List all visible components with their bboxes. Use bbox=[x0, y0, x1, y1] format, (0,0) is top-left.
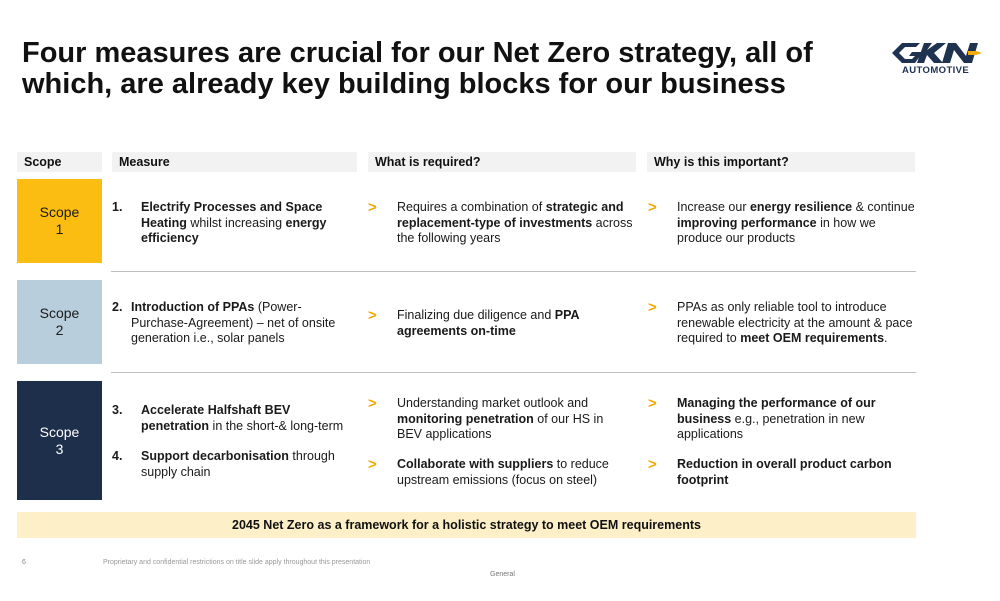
important-1-text: Increase our energy resilience & continue improving performance in how we produce our products bbox=[677, 200, 915, 245]
required-2-text: Finalizing due diligence and PPA agreements on-time bbox=[397, 308, 580, 338]
measure-3-text: Accelerate Halfshaft BEV penetration in the short-& long-term bbox=[141, 403, 344, 433]
arrow-icon: > bbox=[368, 307, 377, 324]
measure-4-text: Support decarbonisation through supply chain bbox=[141, 449, 335, 479]
page-title: Four measures are crucial for our Net Zero strategy, all of which, are already key building blocks for our business bbox=[22, 37, 813, 100]
measure-4-number: 4. bbox=[112, 449, 123, 463]
logo-text: AUTOMOTIVE bbox=[902, 65, 970, 76]
header-required: What is required? bbox=[368, 152, 636, 172]
required-4-text: Collaborate with suppliers to reduce upstream emissions (focus on steel) bbox=[397, 457, 609, 487]
arrow-icon: > bbox=[648, 456, 657, 473]
page-number: 6 bbox=[22, 559, 26, 566]
required-1-text: Requires a combination of strategic and replacement-type of investments across the following years bbox=[397, 200, 633, 245]
header-scope: Scope bbox=[17, 152, 102, 172]
scope-2-number: 2 bbox=[55, 322, 64, 338]
confidentiality-note: Proprietary and confidential restrictions on title slide apply throughout this presentation bbox=[103, 559, 371, 566]
header-measure: Measure bbox=[112, 152, 357, 172]
scope-1-box bbox=[17, 179, 102, 263]
row-divider bbox=[111, 271, 916, 272]
company-logo bbox=[888, 42, 984, 78]
scope-1-label: Scope bbox=[39, 204, 80, 220]
scope-2-label: Scope bbox=[39, 305, 80, 321]
measure-1-text: Electrify Processes and Space Heating whilst increasing energy efficiency bbox=[141, 200, 327, 245]
important-3-text: Managing the performance of our business e.g., penetration in new applications bbox=[677, 396, 876, 441]
summary-banner: 2045 Net Zero as a framework for a holistic strategy to meet OEM requirements bbox=[17, 512, 916, 538]
important-4-text: Reduction in overall product carbon footprint bbox=[677, 457, 892, 487]
header-important: Why is this important? bbox=[647, 152, 915, 172]
arrow-icon: > bbox=[648, 395, 657, 412]
classification-label: General bbox=[490, 571, 515, 578]
arrow-icon: > bbox=[368, 395, 377, 412]
important-2-text: PPAs as only reliable tool to introduce renewable electricity at the amount & pace required to meet OEM requirements. bbox=[677, 300, 913, 345]
scope-2-box bbox=[17, 280, 102, 364]
gkn-logo-icon bbox=[890, 42, 984, 64]
required-3-text: Understanding market outlook and monitoring penetration of our HS in BEV applications bbox=[397, 396, 604, 441]
measure-1-number: 1. bbox=[112, 200, 123, 214]
measure-2-number: 2. bbox=[112, 300, 123, 314]
row-divider bbox=[111, 372, 916, 373]
scope-1-number: 1 bbox=[55, 221, 64, 237]
arrow-icon: > bbox=[368, 456, 377, 473]
arrow-icon: > bbox=[648, 299, 657, 316]
scope-3-number: 3 bbox=[55, 440, 64, 457]
measure-3-number: 3. bbox=[112, 403, 123, 417]
arrow-icon: > bbox=[648, 199, 657, 216]
arrow-icon: > bbox=[368, 199, 377, 216]
scope-3-box bbox=[17, 381, 102, 500]
measure-2-text: Introduction of PPAs (Power-Purchase-Agreement) – net of onsite generation i.e., solar panels bbox=[131, 300, 336, 345]
scope-3-label: Scope bbox=[39, 423, 80, 440]
